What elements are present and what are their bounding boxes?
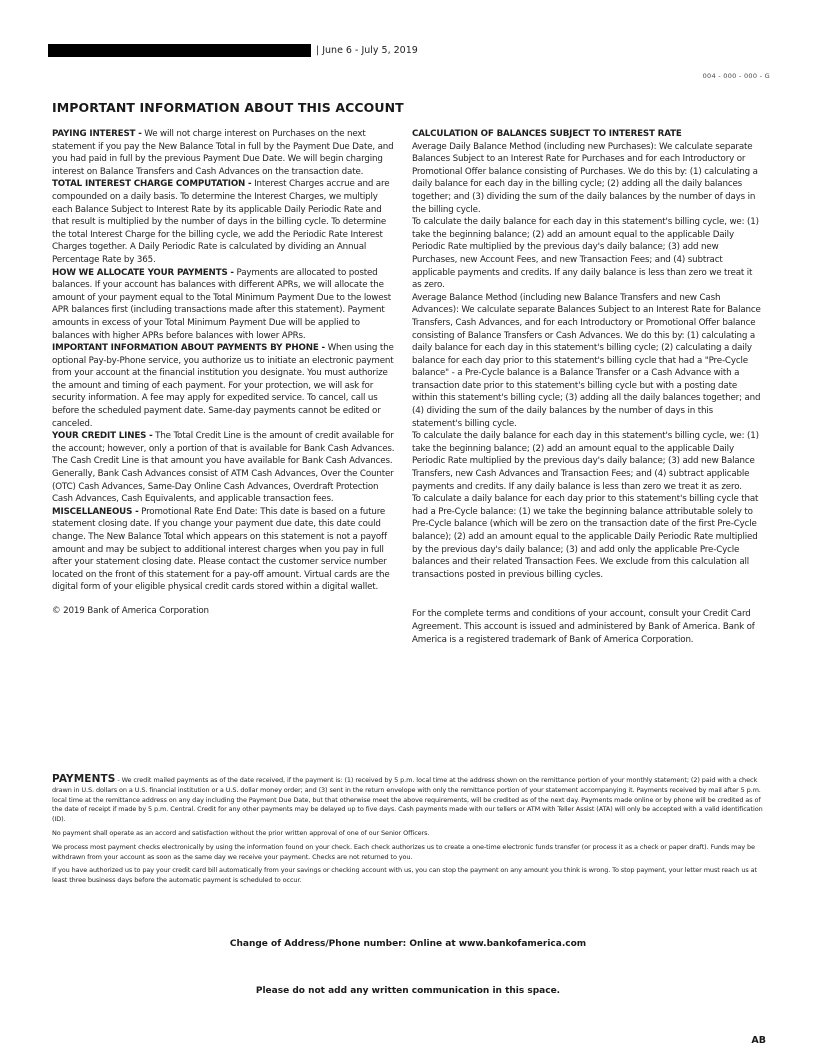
calculation-heading: CALCULATION OF BALANCES SUBJECT TO INTEREST RATE [412,129,682,139]
section-body: Payments are allocated to posted balances. If your account has balances with different APRs, we will allocate the amount of your payment equal to the Total Minimum Payment Due to the lowest APR balances first (including transactions made after this statement). Payment amounts in excess of your Total Minimum Payment Due will be applied to balances with higher APRs before balances with lower APRs. [52,267,392,341]
section-body: The Total Credit Line is the amount of credit available for the account; however, only a portion of that is available for Bank Cash Advances. The Cash Credit Line is that amount you have available for Bank Cash Advances. Generally, Bank Cash Advances consist of ATM Cash Advances, Over the Counter (OTC) Cash Advances, Same-Day Online Cash Advances, Overdraft Protection Cash Advances, Cash Equivalents, and applicable transaction fees. [52,431,395,505]
copyright: © 2019 Bank of America Corporation [52,605,209,616]
credit-lines-section [52,430,398,506]
calc-paragraph: To calculate the daily balance for each day in this statement's billing cycle, we: (1) take the beginning balance; (2) add an amount equal to the applicable Daily Periodic Rate multiplied by the previous day's daily balance; (3) add new Purchases, new Account Fees, and new Transaction Fees; and (4) subtract applicable payments and credits. If any daily balance is less than zero we treat it as zero. [412,217,759,291]
allocate-payments-section [52,267,398,343]
section-body: When using the optional Pay-by-Phone service, you authorize us to initiate an electronic payment from your account at the financial institution you designate. You must authorize the amount and timing of each payment. For your protection, we will ask for security information. A fee may apply for expedited service. To cancel, call us before the scheduled payment date. Same-day payments cannot be edited or canceled. [52,343,394,429]
calc-paragraph: Average Balance Method (including new Balance Transfers and new Cash Advances): We calculate separate Balances Subject to an Interest Rate for Balance Transfers, Cash Advances, and for each Introductory or Promotional Offer balance consisting of Balance Transfers or Cash Advances. We do this by: (1) calculating a daily balance for each day in this statement's billing cycle; (2) calculating a daily balance for each day prior to this statement's billing cycle that had a "Pre-Cycle balance" - a Pre-Cycle balance is a Balance Transfer or a Cash Advance with a transaction date prior to this statement's billing cycle but with a posting date within this statement's billing cycle; (3) adding all the daily balances together; and (4) dividing the sum of the daily balances by the number of days in this statement's billing cycle. [412,292,761,429]
section-heading: IMPORTANT INFORMATION ABOUT PAYMENTS BY PHONE - [52,343,325,354]
payments-paragraph: We process most payment checks electronically by using the information found on your check. Each check authorizes us to create a one-time electronic funds transfer (or process it as a check or paper draft). Funds may be withdrawn from your account as soon as the same day we receive your payment. Checks are not returned to you. [52,842,755,861]
section-heading: YOUR CREDIT LINES - [52,431,153,442]
total-interest-section [52,178,398,266]
payments-by-phone-section [52,342,398,430]
calc-paragraph: To calculate a daily balance for each day prior to this statement's billing cycle that had a Pre-Cycle balance: (1) we take the beginning balance attributable solely to Pre-Cycle balance (which will be zero on the transaction date of the first Pre-Cycle balance); (2) add an amount equal to the applicable Daily Periodic Rate multiplied by the previous day's daily balance; (3) and add only the applicable Pre-Cycle balances and their related Transaction Fees. We exclude from this calculation all transactions posted in previous billing cycles. [412,494,759,580]
section-heading: TOTAL INTEREST CHARGE COMPUTATION - [52,179,252,190]
calc-paragraph: To calculate the daily balance for each day in this statement's billing cycle, we: (1) take the beginning balance; (2) add an amount equal to the applicable Daily Periodic Rate multiplied by the previous day's daily balance; (3) add new Balance Transfers, new Cash Advances and Transaction Fees; and (4) subtract applicable payments and credits. If any daily balance is less than zero we treat it as zero. [412,431,759,492]
payments-heading: PAYMENTS [52,773,116,785]
section-body: Interest Charges accrue and are compounded on a daily basis. To determine the Interest Charges, we multiply each Balance Subject to Interest Rate by its applicable Daily Periodic Rate and that result is multiplied by the number of days in the billing cycle. To determine the total Interest Charge for the billing cycle, we add the Periodic Rate Interest Charges together. A Daily Periodic Rate is calculated by dividing an Annual Percentage Rate by 365. [52,179,390,265]
payments-section [52,775,764,890]
spacer [412,581,764,608]
payments-paragraph: If you have authorized us to pay your credit card bill automatically from your savings or checking account with us, you can stop the payment on any amount you think is wrong. To stop payment, your letter must reach us at least three business days before the automatic payment is scheduled to occur. [52,866,757,885]
spacer [52,594,398,605]
calc-paragraph: Average Daily Balance Method (including new Purchases): We calculate separate Balances Subject to an Interest Rate for Purchases and for each Introductory or Promotional Offer balance consisting of Purchases. We do this by: (1) calculating a daily balance for each day in the billing cycle; (2) adding all the daily balances together; and (3) dividing the sum of the daily balances by the number of days in the billing cycle. [412,141,758,215]
redacted-bar [48,44,311,57]
section-body: We will not charge interest on Purchases on the next statement if you pay the New Balance Total in full by the Payment Due Date, and you had paid in full by the previous Payment Due Date. We will begin charging interest on Balance Transfers and Cash Advances on the transaction date. [52,129,394,177]
account-code: 004 - 000 - 000 - G [702,72,770,80]
left-column [52,128,398,618]
section-heading: HOW WE ALLOCATE YOUR PAYMENTS - [52,267,234,278]
page-title: IMPORTANT INFORMATION ABOUT THIS ACCOUNT [52,100,404,115]
change-of-address: Change of Address/Phone number: Online at www.bankofamerica.com [229,939,587,949]
right-column [412,128,764,646]
miscellaneous-section [52,506,398,594]
no-writing-notice: Please do not add any written communication in this space. [255,986,561,996]
payments-body: - We credit mailed payments as of the date received, if the payment is: (1) received by 5 p.m. local time at the address shown on the remittance portion of your monthly statement; (2) paid with a check drawn in U.S. dollars on a U.S. financial institution or a U.S. dollar money order; and (3) sent in the return envelope with only the remittance portion of your statement accompanying it. Payments received by mail after 5 p.m. local time at the remittance address on any day including the Payment Due Date, but that otherwise meet the above requirements, will be credited as of the next day. Payments made online or by phone will be credited as of the date of receipt if made by 5 p.m. Central. Credit for any other payments may be delayed up to five days. Cash payments made with our tellers or ATM with Teller Assist (ATA) will only be accepted with a valid identification (ID). [52,776,763,824]
page-code: AB [751,1035,766,1046]
section-body: Promotional Rate End Date: This date is based on a future statement closing date. If you change your payment due date, this date could change. The New Balance Total which appears on this statement is not a payoff amount and may be subject to additional interest charges when you pay in full after your statement closing date. Please contact the customer service number located on the front of this statement for a pay-off amount. Virtual cards are the digital form of your eligible physical credit cards stored within a digital wallet. [52,506,390,593]
statement-period: | June 6 - July 5, 2019 [316,45,418,56]
terms-paragraph: For the complete terms and conditions of your account, consult your Credit Card Agreement. This account is issued and administered by Bank of America. Bank of America is a registered trademark of Bank of America Corporation. [412,609,755,645]
payments-paragraph [52,775,764,825]
section-heading: PAYING INTEREST - [52,129,142,139]
payments-paragraph: No payment shall operate as an accord and satisfaction without the prior written approval of one of our Senior Officers. [52,828,430,837]
paying-interest-section [52,128,398,178]
section-heading: MISCELLANEOUS - [52,506,139,517]
